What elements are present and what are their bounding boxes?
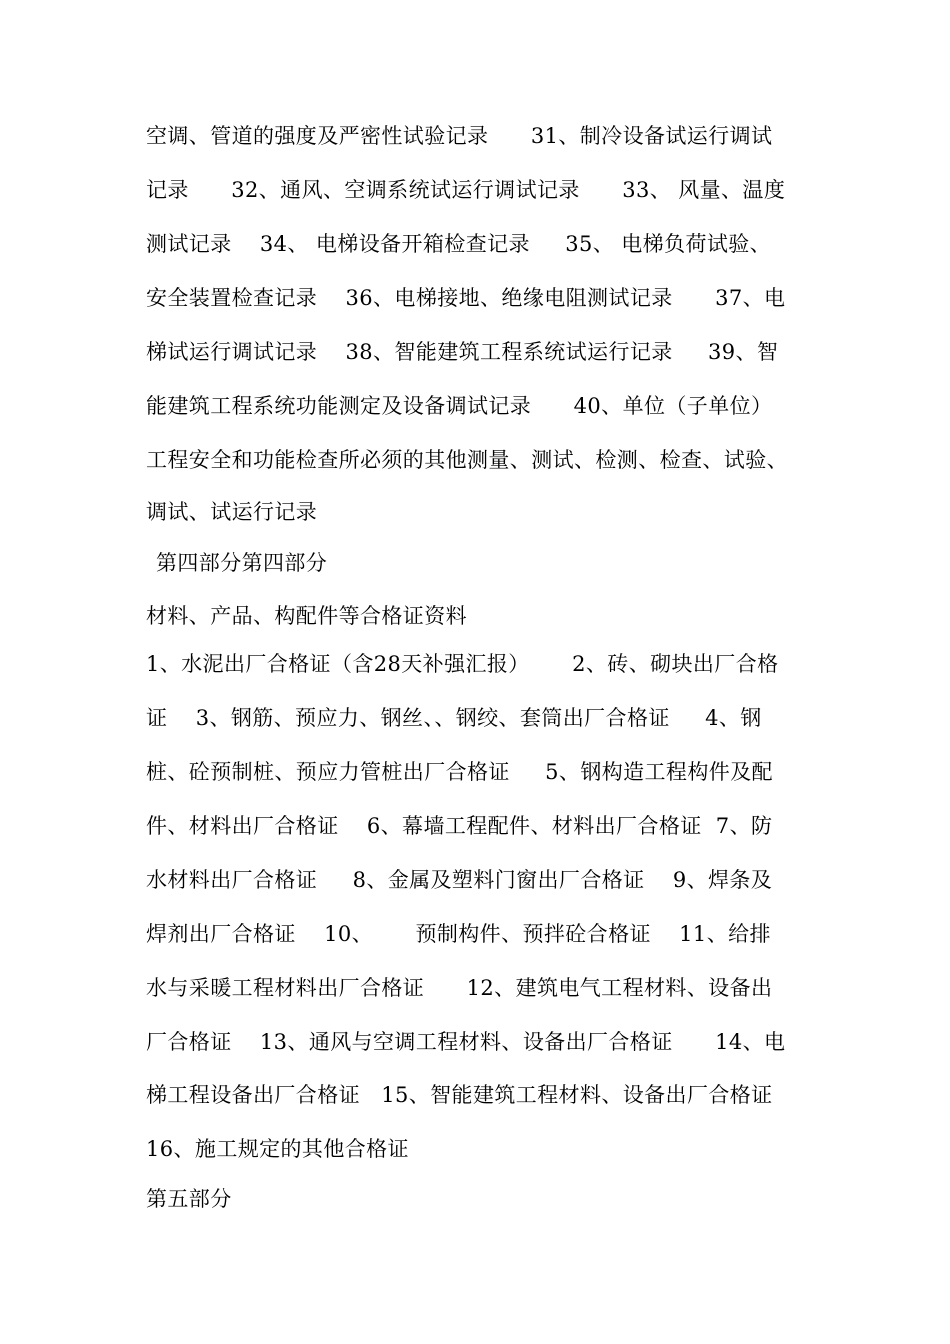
text-line: 测试记录 34、 电梯设备开箱检查记录 35、 电梯负荷试验、: [146, 232, 772, 256]
text-line: 桩、砼预制桩、预应力管桩出厂合格证 5、钢构造工程构件及配: [146, 760, 773, 784]
section-heading-part5: 第五部分: [146, 1187, 232, 1211]
text-line: 调试、试运行记录: [146, 500, 318, 524]
text-line: 能建筑工程系统功能测定及设备调试记录 40、单位（子单位）: [146, 394, 773, 418]
text-line: 梯工程设备出厂合格证 15、智能建筑工程材料、设备出厂合格证: [146, 1083, 773, 1107]
text-line: 焊剂出厂合格证 10、 预制构件、预拌砼合格证 11、给排: [146, 922, 771, 946]
text-line: 空调、管道的强度及严密性试验记录 31、制冷设备试运行调试: [146, 124, 773, 148]
text-line: 梯试运行调试记录 38、智能建筑工程系统试运行记录 39、智: [146, 340, 779, 364]
text-line: 厂合格证 13、通风与空调工程材料、设备出厂合格证 14、电: [146, 1030, 786, 1054]
text-line: 水材料出厂合格证 8、金属及塑料门窗出厂合格证 9、焊条及: [146, 868, 773, 892]
text-line: 工程安全和功能检查所必须的其他测量、测试、检测、检查、试验、: [146, 448, 788, 472]
text-line: 16、施工规定的其他合格证: [146, 1137, 409, 1161]
text-line: 水与采暖工程材料出厂合格证 12、建筑电气工程材料、设备出: [146, 976, 773, 1000]
text-line: 1、水泥出厂合格证（含28天补强汇报） 2、砖、砌块出厂合格: [146, 652, 779, 676]
text-line: 记录 32、通风、空调系统试运行调试记录 33、 风量、温度: [146, 178, 786, 202]
text-line: 证 3、钢筋、预应力、钢丝、、钢绞、套筒出厂合格证 4、钢: [146, 706, 762, 730]
section-heading-part4: 第四部分第四部分: [156, 551, 328, 575]
section-title-part4: 材料、产品、构配件等合格证资料: [146, 604, 467, 628]
text-line: 件、材料出厂合格证 6、幕墙工程配件、材料出厂合格证 7、防: [146, 814, 773, 838]
text-line: 安全装置检查记录 36、电梯接地、绝缘电阻测试记录 37、电: [146, 286, 786, 310]
